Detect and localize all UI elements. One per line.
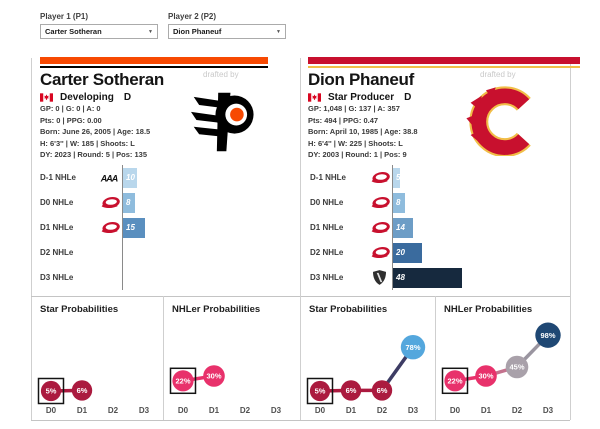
stat-line-pts: Pts: 0 | PPG: 0.00	[40, 115, 102, 125]
probability-value-label: 22%	[175, 376, 191, 386]
nhle-row-label: D1 NHLe	[310, 223, 344, 232]
chart-title: NHLer Probabilities	[444, 304, 533, 315]
nhle-bar-area	[392, 215, 570, 240]
nhl-league-logo	[366, 270, 392, 285]
nhle-bar[interactable]: 10	[123, 168, 137, 188]
drafted-by-label: drafted by	[203, 70, 239, 79]
player1-archetype: Developing	[60, 92, 114, 103]
x-axis-label: D2	[107, 406, 119, 415]
probability-value-label: 6%	[76, 386, 88, 396]
player2-select-group	[168, 12, 286, 39]
nhle-bar-area	[392, 190, 570, 215]
nhle-row-label: D-1 NHLe	[40, 173, 77, 182]
whl-league-logo	[366, 196, 392, 209]
x-axis-label: D3	[270, 406, 282, 415]
probability-value-label: 78%	[405, 342, 421, 352]
nhle-row	[40, 265, 296, 290]
stat-line-gp: GP: 0 | G: 0 | A: 0	[40, 104, 101, 113]
svg-text:AAA: AAA	[100, 173, 118, 183]
stat-line-size: H: 6'3'' | W: 185 | Shoots: L	[40, 138, 135, 148]
player2-badge-row	[308, 92, 411, 103]
nhle-row	[310, 265, 570, 290]
player2-card	[308, 57, 580, 160]
probability-value-label: 45%	[509, 362, 525, 372]
player1-select[interactable]	[40, 24, 158, 39]
nhle-bar-area	[392, 265, 570, 290]
nhle-row	[310, 165, 570, 190]
nhle-row	[40, 215, 296, 240]
nhle-bar[interactable]: 14	[393, 218, 413, 238]
x-axis-label: D3	[407, 406, 419, 415]
nhle-bar-area	[122, 165, 296, 190]
nhle-bar-area	[122, 190, 296, 215]
p2-star-probabilities-panel	[300, 296, 435, 420]
player2-select-value: Dion Phaneuf	[173, 27, 222, 36]
nhle-row-label: D1 NHLe	[40, 223, 74, 232]
stat-line-draft: DY: 2023 | Round: 5 | Pos: 135	[40, 150, 148, 159]
nhle-row-label: D3 NHLe	[40, 273, 74, 282]
player2-select[interactable]	[168, 24, 286, 39]
canada-flag-icon	[40, 93, 53, 102]
p1-star-probabilities-panel	[31, 296, 163, 420]
nhle-bar[interactable]: 5	[393, 168, 400, 188]
nhle-row	[310, 215, 570, 240]
bottom-border-line	[31, 420, 570, 421]
nhle-bar[interactable]: 8	[123, 193, 135, 213]
chart-title: Star Probabilities	[40, 304, 119, 315]
whl-league-logo	[366, 171, 392, 184]
stat-line-draft: DY: 2003 | Round: 1 | Pos: 9	[308, 150, 407, 159]
nhle-bar-area	[392, 165, 570, 190]
team-color-bar	[40, 57, 268, 64]
x-axis-label: D2	[511, 406, 523, 415]
whl-league-logo	[96, 196, 122, 209]
player2-position: D	[404, 92, 412, 103]
x-axis-label: D1	[208, 406, 220, 415]
aaa-league-logo	[96, 172, 122, 184]
nhle-row	[40, 165, 296, 190]
calgary-flames-logo	[465, 86, 535, 161]
stat-line-size: H: 6'4'' | W: 225 | Shoots: L	[308, 138, 403, 148]
p2-nhle-bar-chart	[310, 165, 570, 290]
stat-line-gp: GP: 1,048 | G: 137 | A: 357	[308, 104, 400, 113]
x-axis-label: D3	[542, 406, 554, 415]
nhle-bar[interactable]: 8	[393, 193, 405, 213]
probability-value-label: 22%	[447, 376, 463, 386]
nhle-bar-area	[122, 215, 296, 240]
x-axis-label: D2	[239, 406, 251, 415]
player2-archetype: Star Producer	[328, 92, 395, 103]
philadelphia-flyers-logo	[191, 86, 259, 159]
drafted-by-label: drafted by	[480, 70, 516, 79]
probability-value-label: 5%	[45, 386, 57, 396]
nhle-bar-area	[122, 265, 296, 290]
p1-nhle-bar-chart	[40, 165, 296, 290]
stat-line-born: Born: June 26, 2005 | Age: 18.5	[40, 127, 151, 136]
x-axis-label: D1	[76, 406, 88, 415]
probability-value-label: 30%	[478, 371, 494, 381]
p1-nhler-probabilities-panel	[163, 296, 300, 420]
whl-league-logo	[96, 221, 122, 234]
whl-league-logo	[366, 246, 392, 259]
player1-card	[40, 57, 268, 160]
player2-name: Dion Phaneuf	[308, 70, 414, 89]
nhle-row-label: D0 NHLe	[40, 198, 74, 207]
canada-flag-icon	[308, 93, 321, 102]
team-color-stripe	[308, 66, 580, 68]
stat-line-pts: Pts: 494 | PPG: 0.47	[308, 115, 379, 125]
nhle-bar-area	[392, 240, 570, 265]
nhle-row-label: D3 NHLe	[310, 273, 344, 282]
x-axis-label: D2	[376, 406, 388, 415]
x-axis-label: D1	[480, 406, 492, 415]
probability-value-label: 6%	[345, 386, 357, 396]
team-color-bar	[308, 57, 580, 64]
nhle-row-label: D2 NHLe	[310, 248, 344, 257]
chart-title: Star Probabilities	[309, 304, 388, 315]
nhle-row-label: D0 NHLe	[310, 198, 344, 207]
probability-value-label: 5%	[314, 386, 326, 396]
player1-position: D	[123, 92, 132, 103]
player1-select-value: Carter Sotheran	[45, 27, 102, 36]
x-axis-label: D0	[177, 406, 189, 415]
p1-nhler-probabilities-chart	[163, 296, 300, 420]
chart-title: NHLer Probabilities	[172, 304, 261, 315]
whl-league-logo	[366, 221, 392, 234]
dropdown-caret-icon: ▼	[276, 28, 281, 35]
nhle-row	[310, 190, 570, 215]
p2-nhler-probabilities-chart	[435, 296, 569, 420]
nhle-bar[interactable]: 15	[123, 218, 145, 238]
player1-select-label: Player 1 (P1)	[40, 12, 89, 21]
p1-star-probabilities-chart	[31, 296, 163, 420]
probability-value-label: 30%	[206, 371, 222, 381]
player-divider-line	[300, 58, 301, 296]
nhle-bar-area	[122, 240, 296, 265]
dropdown-caret-icon: ▼	[148, 28, 153, 35]
x-axis-label: D0	[314, 406, 326, 415]
x-axis-label: D3	[138, 406, 150, 415]
x-axis-label: D1	[345, 406, 357, 415]
nhle-bar[interactable]: 48	[393, 268, 462, 288]
nhle-row	[40, 240, 296, 265]
p2-star-probabilities-chart	[300, 296, 435, 420]
nhle-row-label: D2 NHLe	[40, 248, 74, 257]
p2-nhler-probabilities-panel	[435, 296, 569, 420]
nhle-bar[interactable]: 20	[393, 243, 422, 263]
player1-name: Carter Sotheran	[40, 70, 164, 89]
nhle-row-label: D-1 NHLe	[310, 173, 347, 182]
player1-select-group	[40, 12, 158, 39]
player2-select-label: Player 2 (P2)	[168, 12, 217, 21]
x-axis-label: D0	[45, 406, 57, 415]
x-axis-label: D0	[449, 406, 461, 415]
team-color-stripe	[40, 66, 268, 68]
probability-value-label: 6%	[376, 386, 388, 396]
player1-badge-row	[40, 92, 131, 103]
nhle-row	[40, 190, 296, 215]
nhle-row	[310, 240, 570, 265]
probability-value-label: 98%	[540, 330, 556, 340]
stat-line-born: Born: April 10, 1985 | Age: 38.8	[308, 127, 418, 136]
